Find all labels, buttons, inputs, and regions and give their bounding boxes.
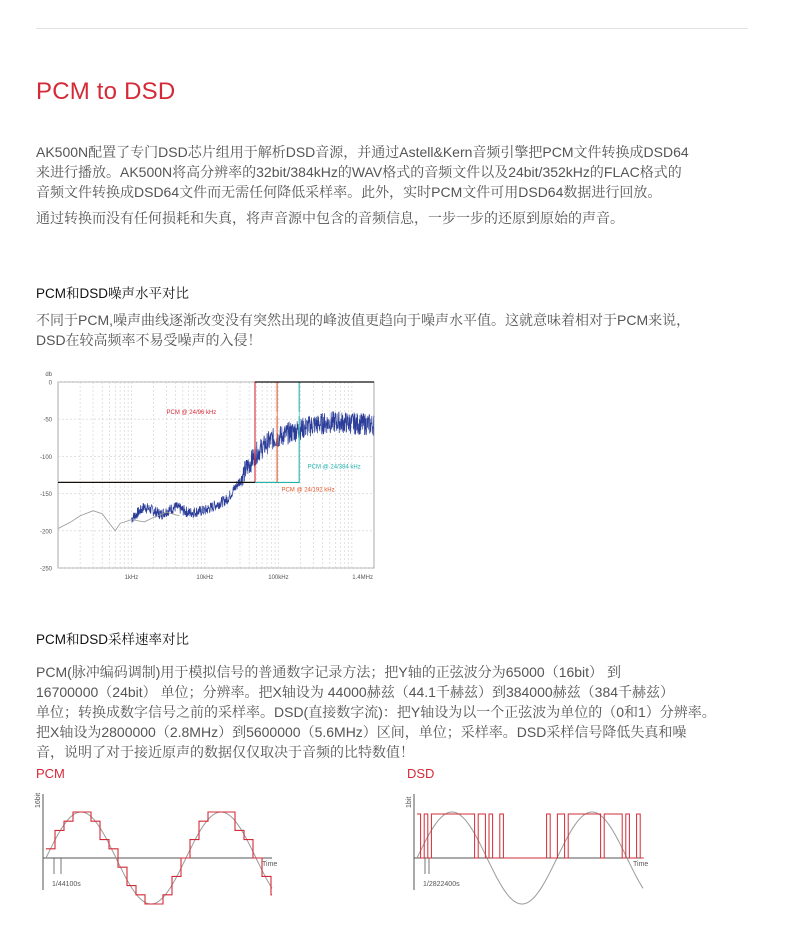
y-tick-label: -150: [39, 492, 52, 499]
dsd-diagram-label: DSD: [407, 766, 435, 781]
series-label-pcm-24-192-khz: PCM @ 24/192 kHz: [281, 487, 335, 494]
sampling-section-heading: PCM和DSD采样速率对比: [36, 632, 190, 647]
sampling-text-line-5: 音，说明了对于接近原声的数据仅仅取决于音频的比特数值！: [36, 744, 414, 760]
pcm-x-axis-label: Time: [262, 861, 278, 868]
pcm-sampling-diagram: [36, 786, 286, 906]
sampling-text-line-2: 16700000（24bit） 单位；分辨率。把X轴设为 44000赫兹（44.1千赫兹）到384000赫兹（384千赫兹）: [36, 684, 675, 700]
intro-line-1: AK500N配置了专门DSD芯片组用于解析DSD音源，并通过Astell&Kern音频引擎把PCM文件转换成DSD64: [36, 144, 689, 160]
intro-line-2: 来进行播放。AK500N将高分辨率的32bit/384kHz的WAV格式的音频文件以及24bit/352kHz的FLAC格式的: [36, 164, 682, 180]
x-tick-label: 100kHz: [268, 575, 289, 581]
top-divider: [36, 28, 748, 29]
intro-paragraph: [36, 142, 748, 202]
pcm-diagram-label: PCM: [36, 766, 65, 781]
dsd-period-label: 1/2822400s: [423, 881, 460, 888]
series-label-pcm-24-96-khz: PCM @ 24/96 kHz: [166, 409, 217, 416]
y-tick-label: -100: [39, 454, 52, 461]
dsd-x-axis-label: Time: [633, 861, 649, 868]
sampling-text-line-3: 单位；转换成数字信号之前的采样率。DSD(直接数字流)：把Y轴设为以一个正弦波为单位的（0和1）分辨率。: [36, 704, 716, 720]
y-tick-label: -200: [39, 529, 52, 536]
series-label-pcm-24-384-khz: PCM @ 24/384 kHz: [307, 464, 361, 471]
sampling-text-line-1: PCM(脉冲编码调制)用于模拟信号的普通数字记录方法；把Y轴的正弦波分为65000（16bit） 到: [36, 664, 621, 680]
noise-text-line-1: 不同于PCM,噪声曲线逐渐改变没有突然出现的峰波值更趋向于噪声水平值。这就意味着相对于PCM来说，: [36, 312, 691, 328]
noise-section-text: [36, 310, 748, 350]
dsd-y-axis-label: 1bit: [406, 796, 413, 808]
pcm-period-label: 1/44100s: [52, 881, 81, 888]
intro-paragraph-2: 通过转换而没有任何损耗和失真，将声音源中包含的音频信息，一步一步的还原到原始的声音。: [36, 210, 624, 226]
noise-level-chart: [36, 366, 396, 588]
intro-line-3: 音频文件转换成DSD64文件而无需任何降低采样率。此外，实时PCM文件可用DSD64数据进行回放。: [36, 184, 662, 200]
x-tick-label: 1.4MHz: [352, 575, 373, 581]
y-tick-label: 0: [48, 380, 52, 387]
pcm-y-axis-label: 16bit: [35, 792, 42, 808]
series-label-dsd-2-8224-khz: DSD @ 2.8224 kHz: [269, 412, 322, 419]
dsd-bitstream: [417, 814, 644, 858]
x-tick-label: 1kHz: [124, 575, 139, 581]
y-axis-label: db: [45, 372, 52, 378]
sampling-section-text: [36, 662, 748, 762]
noise-text-line-2: DSD在较高频率不易受噪声的入侵！: [36, 332, 262, 348]
y-tick-label: -250: [39, 566, 52, 573]
sampling-text-line-4: 把X轴设为2800000（2.8MHz）到5600000（5.6MHz）区间，单位；采样率。DSD采样信号降低失真和噪: [36, 724, 687, 740]
dsd-sampling-diagram: [407, 786, 657, 906]
y-tick-label: -50: [43, 417, 52, 424]
page-title: PCM to DSD: [36, 78, 176, 105]
noise-section-heading: PCM和DSD噪声水平对比: [36, 286, 190, 301]
x-tick-label: 10kHz: [196, 575, 214, 581]
